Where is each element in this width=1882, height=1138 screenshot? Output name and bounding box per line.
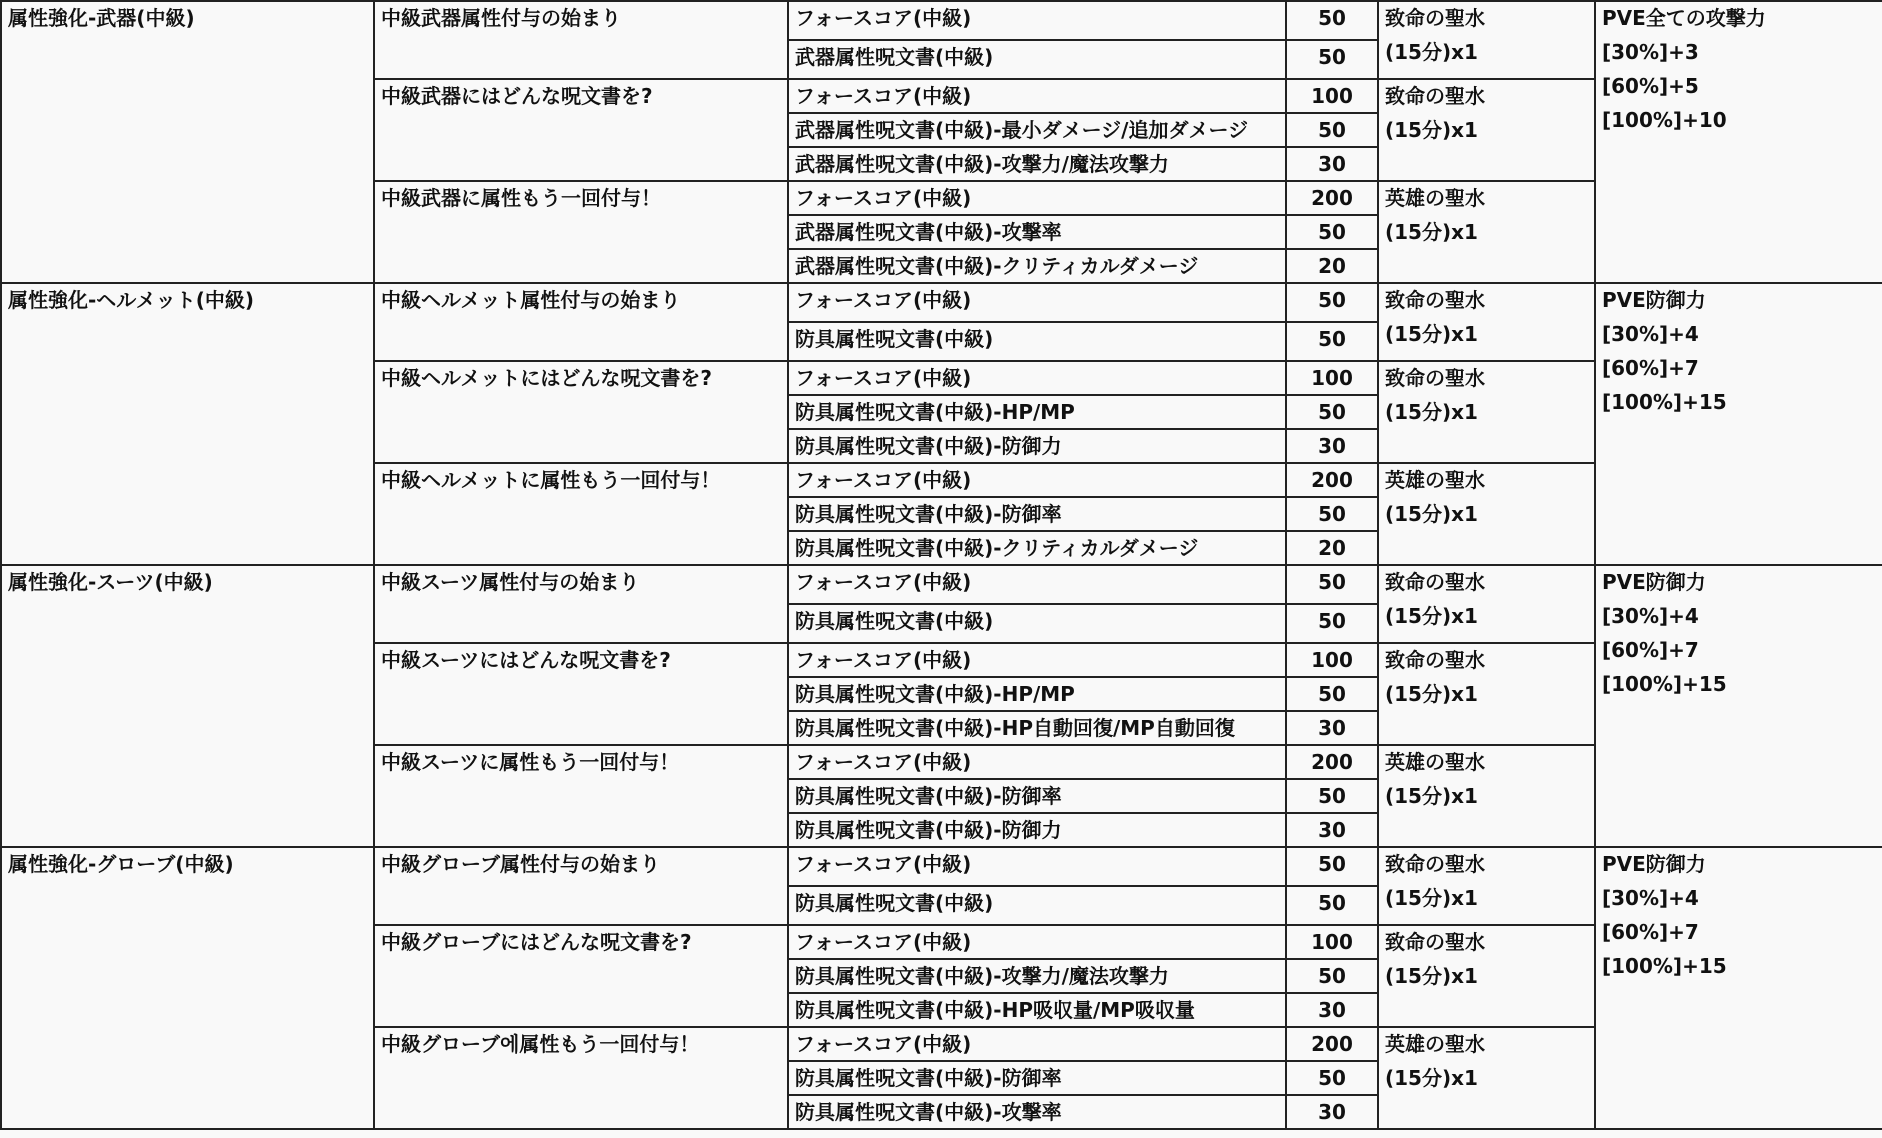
reward-line: 英雄の聖水	[1385, 1032, 1485, 1056]
bonus-line: [60%]+7	[1602, 920, 1699, 944]
quantity-cell: 100	[1286, 925, 1378, 959]
quantity-cell: 30	[1286, 711, 1378, 745]
reward-line: (15分)x1	[1385, 400, 1478, 424]
bonus-line: [60%]+5	[1602, 74, 1699, 98]
reward-line: 致命の聖水	[1385, 366, 1485, 390]
quest-name-cell: 中級武器にはどんな呪文書を?	[374, 79, 788, 181]
reward-cell	[1378, 283, 1595, 361]
quantity-cell: 50	[1286, 604, 1378, 643]
item-cell: フォースコア(中級)	[788, 463, 1286, 497]
bonus-line: [100%]+15	[1602, 672, 1727, 696]
item-cell: 武器属性呪文書(中級)-攻撃率	[788, 215, 1286, 249]
item-cell: 防具属性呪文書(中級)-防御率	[788, 1061, 1286, 1095]
quantity-cell: 50	[1286, 395, 1378, 429]
item-cell: 防具属性呪文書(中級)-HP/MP	[788, 395, 1286, 429]
item-cell: フォースコア(中級)	[788, 1, 1286, 40]
reward-line: (15分)x1	[1385, 604, 1478, 628]
item-cell: フォースコア(中級)	[788, 925, 1286, 959]
item-cell: 防具属性呪文書(中級)-攻撃率	[788, 1095, 1286, 1129]
reward-cell	[1378, 643, 1595, 745]
quest-name-cell: 中級ヘルメット属性付与の始まり	[374, 283, 788, 361]
quantity-cell: 50	[1286, 779, 1378, 813]
bonus-line: PVE防御力	[1602, 570, 1706, 594]
quest-name-cell: 中級グローブにはどんな呪文書を?	[374, 925, 788, 1027]
item-cell: 防具属性呪文書(中級)-防御力	[788, 813, 1286, 847]
item-cell: フォースコア(中級)	[788, 361, 1286, 395]
category-cell: 属性強化-グローブ(中級)	[1, 847, 374, 1129]
bonus-line: [60%]+7	[1602, 638, 1699, 662]
item-cell: 防具属性呪文書(中級)-攻撃力/魔法攻撃力	[788, 959, 1286, 993]
quantity-cell: 50	[1286, 886, 1378, 925]
reward-line: (15分)x1	[1385, 220, 1478, 244]
quantity-cell: 30	[1286, 147, 1378, 181]
reward-cell	[1378, 565, 1595, 643]
reward-line: (15分)x1	[1385, 322, 1478, 346]
category-cell: 属性強化-ヘルメット(中級)	[1, 283, 374, 565]
reward-line: 致命の聖水	[1385, 6, 1485, 30]
item-cell: 武器属性呪文書(中級)-攻撃力/魔法攻撃力	[788, 147, 1286, 181]
quantity-cell: 50	[1286, 847, 1378, 886]
reward-line: 致命の聖水	[1385, 852, 1485, 876]
bonus-line: [30%]+3	[1602, 40, 1699, 64]
quantity-cell: 50	[1286, 677, 1378, 711]
reward-line: 致命の聖水	[1385, 84, 1485, 108]
item-cell: 防具属性呪文書(中級)-HP/MP	[788, 677, 1286, 711]
item-cell: 防具属性呪文書(中級)	[788, 604, 1286, 643]
table-row	[1, 847, 1882, 886]
quest-name-cell: 中級ヘルメットにはどんな呪文書を?	[374, 361, 788, 463]
item-cell: 防具属性呪文書(中級)	[788, 322, 1286, 361]
item-cell: 防具属性呪文書(中級)-防御率	[788, 497, 1286, 531]
reward-cell	[1378, 181, 1595, 283]
quantity-cell: 100	[1286, 643, 1378, 677]
quantity-cell: 30	[1286, 429, 1378, 463]
quest-name-cell: 中級武器属性付与の始まり	[374, 1, 788, 79]
reward-line: 英雄の聖水	[1385, 186, 1485, 210]
reward-line: (15分)x1	[1385, 682, 1478, 706]
bonus-cell	[1595, 565, 1882, 847]
quantity-cell: 30	[1286, 993, 1378, 1027]
bonus-cell	[1595, 283, 1882, 565]
table-body	[1, 1, 1882, 1129]
bonus-line: [30%]+4	[1602, 886, 1699, 910]
reward-line: 致命の聖水	[1385, 288, 1485, 312]
item-cell: 防具属性呪文書(中級)-防御率	[788, 779, 1286, 813]
quest-name-cell: 中級スーツに属性もう一回付与！	[374, 745, 788, 847]
category-cell: 属性強化-武器(中級)	[1, 1, 374, 283]
quest-name-cell: 中級スーツにはどんな呪文書を?	[374, 643, 788, 745]
reward-cell	[1378, 745, 1595, 847]
reward-line: (15分)x1	[1385, 502, 1478, 526]
item-cell: 防具属性呪文書(中級)-クリティカルダメージ	[788, 531, 1286, 565]
item-cell: フォースコア(中級)	[788, 643, 1286, 677]
quantity-cell: 200	[1286, 745, 1378, 779]
quantity-cell: 200	[1286, 181, 1378, 215]
item-cell: 武器属性呪文書(中級)-クリティカルダメージ	[788, 249, 1286, 283]
quest-name-cell: 中級グローブ属性付与の始まり	[374, 847, 788, 925]
reward-line: 致命の聖水	[1385, 570, 1485, 594]
item-cell: 武器属性呪文書(中級)	[788, 40, 1286, 79]
reward-line: (15分)x1	[1385, 886, 1478, 910]
reward-line: 致命の聖水	[1385, 648, 1485, 672]
quantity-cell: 50	[1286, 565, 1378, 604]
quest-name-cell: 中級武器に属性もう一回付与！	[374, 181, 788, 283]
bonus-line: [30%]+4	[1602, 322, 1699, 346]
quest-name-cell: 中級スーツ属性付与の始まり	[374, 565, 788, 643]
bonus-line: [100%]+15	[1602, 954, 1727, 978]
bonus-line: PVE防御力	[1602, 852, 1706, 876]
reward-line: (15分)x1	[1385, 964, 1478, 988]
quantity-cell: 100	[1286, 79, 1378, 113]
bonus-line: PVE全ての攻撃力	[1602, 6, 1766, 30]
reward-line: (15分)x1	[1385, 118, 1478, 142]
item-cell: フォースコア(中級)	[788, 565, 1286, 604]
bonus-line: [60%]+7	[1602, 356, 1699, 380]
bonus-cell	[1595, 1, 1882, 283]
reward-line: (15分)x1	[1385, 784, 1478, 808]
bonus-cell	[1595, 847, 1882, 1129]
quantity-cell: 50	[1286, 322, 1378, 361]
reward-cell	[1378, 1, 1595, 79]
item-cell: フォースコア(中級)	[788, 79, 1286, 113]
item-cell: 武器属性呪文書(中級)-最小ダメージ/追加ダメージ	[788, 113, 1286, 147]
reward-cell	[1378, 925, 1595, 1027]
quantity-cell: 50	[1286, 959, 1378, 993]
item-cell: 防具属性呪文書(中級)-HP自動回復/MP自動回復	[788, 711, 1286, 745]
reward-line: 致命の聖水	[1385, 930, 1485, 954]
quantity-cell: 200	[1286, 463, 1378, 497]
quantity-cell: 50	[1286, 283, 1378, 322]
reward-cell	[1378, 361, 1595, 463]
item-cell: 防具属性呪文書(中級)-防御力	[788, 429, 1286, 463]
item-cell: フォースコア(中級)	[788, 283, 1286, 322]
quantity-cell: 50	[1286, 1061, 1378, 1095]
item-cell: 防具属性呪文書(中級)-HP吸収量/MP吸収量	[788, 993, 1286, 1027]
table-row	[1, 283, 1882, 322]
bonus-line: PVE防御力	[1602, 288, 1706, 312]
quest-name-cell: 中級ヘルメットに属性もう一回付与！	[374, 463, 788, 565]
category-cell: 属性強化-スーツ(中級)	[1, 565, 374, 847]
bonus-line: [100%]+10	[1602, 108, 1727, 132]
item-cell: フォースコア(中級)	[788, 847, 1286, 886]
quantity-cell: 30	[1286, 813, 1378, 847]
reward-cell	[1378, 79, 1595, 181]
quantity-cell: 30	[1286, 1095, 1378, 1129]
quantity-cell: 50	[1286, 40, 1378, 79]
quantity-cell: 50	[1286, 215, 1378, 249]
reward-cell	[1378, 1027, 1595, 1129]
table-row	[1, 1, 1882, 40]
item-cell: フォースコア(中級)	[788, 1027, 1286, 1061]
bonus-line: [100%]+15	[1602, 390, 1727, 414]
reward-line: 英雄の聖水	[1385, 468, 1485, 492]
quantity-cell: 20	[1286, 249, 1378, 283]
quantity-cell: 100	[1286, 361, 1378, 395]
quantity-cell: 50	[1286, 1, 1378, 40]
bonus-line: [30%]+4	[1602, 604, 1699, 628]
item-cell: 防具属性呪文書(中級)	[788, 886, 1286, 925]
quantity-cell: 50	[1286, 113, 1378, 147]
reward-line: (15分)x1	[1385, 40, 1478, 64]
quantity-cell: 200	[1286, 1027, 1378, 1061]
table-row	[1, 565, 1882, 604]
item-cell: フォースコア(中級)	[788, 181, 1286, 215]
item-cell: フォースコア(中級)	[788, 745, 1286, 779]
quest-name-cell: 中級グローブ에属性もう一回付与！	[374, 1027, 788, 1129]
reward-cell	[1378, 847, 1595, 925]
reward-line: 英雄の聖水	[1385, 750, 1485, 774]
reward-line: (15分)x1	[1385, 1066, 1478, 1090]
quantity-cell: 50	[1286, 497, 1378, 531]
quantity-cell: 20	[1286, 531, 1378, 565]
reward-cell	[1378, 463, 1595, 565]
